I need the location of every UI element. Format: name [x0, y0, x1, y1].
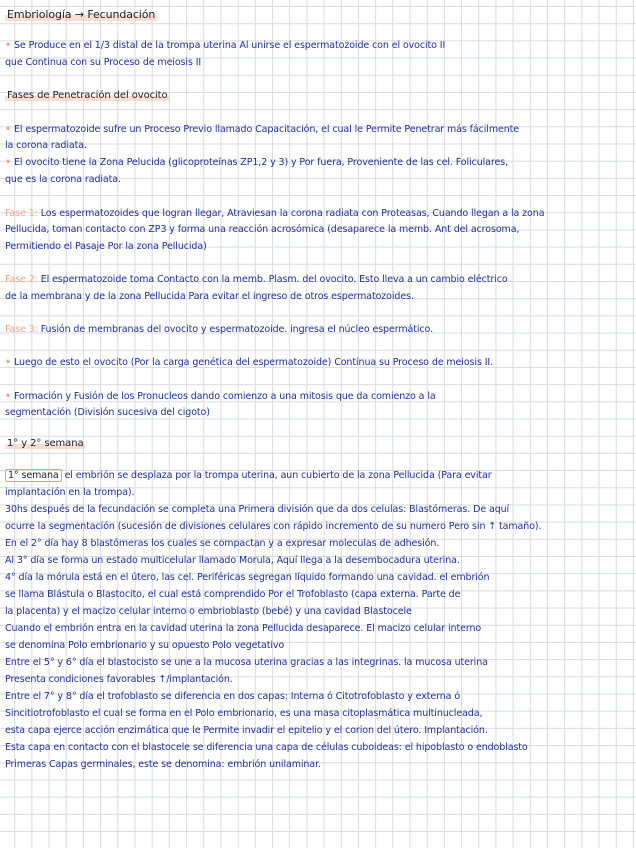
semana-line-2: implantación en la trompa). — [5, 487, 135, 498]
bullet-dot: • — [5, 124, 11, 135]
bullet-ovocito-2: que es la corona radiata. — [5, 174, 121, 185]
fase2-line-1: Fase 2: El espermatozoide toma Contacto con la memb. Plasm. del ovocito. Esto lleva a un cambio eléctrico — [5, 274, 508, 285]
semana-line-10: Cuando el embrión entra en la cavidad uterina la zona Pellucida desaparece. El macizo celular interno — [5, 623, 482, 634]
semana-line-5: En el 2° día hay 8 blastómeras los cuales se compactan y a expresar moleculas de adhesión. — [5, 538, 440, 549]
semana-line-1: 1° semana el embrión se desplaza por la trompa uterina, aun cubierto de la zona Pellucida (Para evitar — [5, 470, 492, 482]
semana-line-6: Al 3° día se forma un estado multicelular llamado Morula, Aquí llega a la desembocadura uterina. — [5, 555, 460, 566]
semana-line-16: esta capa ejerce acción enzimática que le Permite invadir el epitelio y el corion del útero. Implantación. — [5, 725, 488, 736]
semana-line-4: ocurre la segmentación (sucesión de divisiones celulares con rápido incremento de su numero Pero sin ↑ tamaño). — [5, 521, 542, 532]
semana-line-7: 4° día la mórula está en el útero, las cel. Periféricas segregan líquido formando una cavidad. el embrión — [5, 572, 490, 583]
fase1-line-3: Permitiendo el Pasaje Por la zona Pellucida) — [5, 241, 207, 252]
semana-line-3: 30hs después de la fecundación se completa una Primera división que da dos celulas: Blastómeras. De aquí — [5, 504, 510, 515]
fase1-line-1: Fase 1: Los espermatozoides que logran llegar, Atraviesan la corona radiata con Proteasas, Cuando llegan a la zona — [5, 208, 545, 219]
page-title: Embriología → Fecundación — [7, 8, 156, 21]
bullet-luego: • Luego de esto el ovocito (Por la carga genética del espermatozoide) Continua su Proceso de meiosis II. — [5, 357, 494, 368]
fase2-line-2: de la membrana y de la zona Pellucida Para evitar el ingreso de otros espermatozoides. — [5, 291, 414, 302]
semana-label-box: 1° semana — [5, 469, 62, 482]
semana-line-17: Esta capa en contacto con el blastocele se diferencia una capa de células cuboideas: el hipoblasto o endoblasto — [5, 742, 528, 753]
semana-line-18: Primeras Capas germinales, este se denomina: embrión unilaminar. — [5, 759, 321, 770]
semana-line-13: Presenta condiciones favorables ↑/implantación. — [5, 674, 233, 685]
bullet-ovocito-1: • El ovocito tiene la Zona Pelucida (glicoproteínas ZP1,2 y 3) y Por fuera, Proveniente de las cel. Foliculares, — [5, 157, 508, 168]
fase2-label: Fase 2: — [5, 274, 38, 285]
fase3-line: Fase 3: Fusión de membranas del ovocito y espermatozoide. ingresa el núcleo espermático. — [5, 324, 433, 335]
semana-line-11: se denomina Polo embrionario y su opuesto Polo vegetativo — [5, 640, 285, 651]
bullet-dot: • — [5, 40, 11, 51]
section-heading-semana: 1° y 2° semana — [7, 438, 84, 449]
bullet-capacitacion-1: • El espermatozoide sufre un Proceso Previo llamado Capacitación, el cual le Permite Penetrar más fácilmente — [5, 124, 520, 135]
bullet-dot: • — [5, 357, 11, 368]
fase1-label: Fase 1: — [5, 208, 38, 219]
bullet-formacion-1: • Formación y Fusión de los Pronucleos dando comienzo a una mitosis que da comienzo a la — [5, 391, 436, 402]
bullet-dot: • — [5, 157, 11, 168]
semana-line-9: la placenta) y el macizo celular interno o embrioblasto (bebé) y una cavidad Blastocele — [5, 606, 412, 617]
semana-line-14: Entre el 7° y 8° día el trofoblasto se diferencia en dos capas: Interna ó Citotrofoblasto y externa ó — [5, 691, 461, 702]
semana-line-8: se llama Blástula o Blastocito, el cual está comprendido Por el Trofoblasto (capa externa. Parte de — [5, 589, 461, 600]
fase3-label: Fase 3: — [5, 324, 38, 335]
intro-line-1: • Se Produce en el 1/3 distal de la trompa uterina Al unirse el espermatozoide con el ovocito II — [5, 40, 446, 51]
bullet-dot: • — [5, 391, 11, 402]
bullet-formacion-2: segmentación (División sucesiva del cigoto) — [5, 407, 210, 418]
semana-line-12: Entre el 5° y 6° día el blastocisto se une a la mucosa uterina gracias a las integrinas. la mucosa uterina — [5, 657, 488, 668]
semana-line-15: Sincitiotrofoblasto el cual se forma en el Polo embrionario, es una masa citoplasmática multinucleada, — [5, 708, 483, 719]
fase1-line-2: Pellucida, toman contacto con ZP3 y forma una reacción acrosómica (desaparece la memb. Ant del acrosoma, — [5, 224, 520, 235]
intro-line-2: que Continua con su Proceso de meiosis II — [5, 57, 202, 68]
bullet-capacitacion-2: la corona radiata. — [5, 140, 87, 151]
section-heading-fases: Fases de Penetración del ovocito — [7, 90, 168, 101]
